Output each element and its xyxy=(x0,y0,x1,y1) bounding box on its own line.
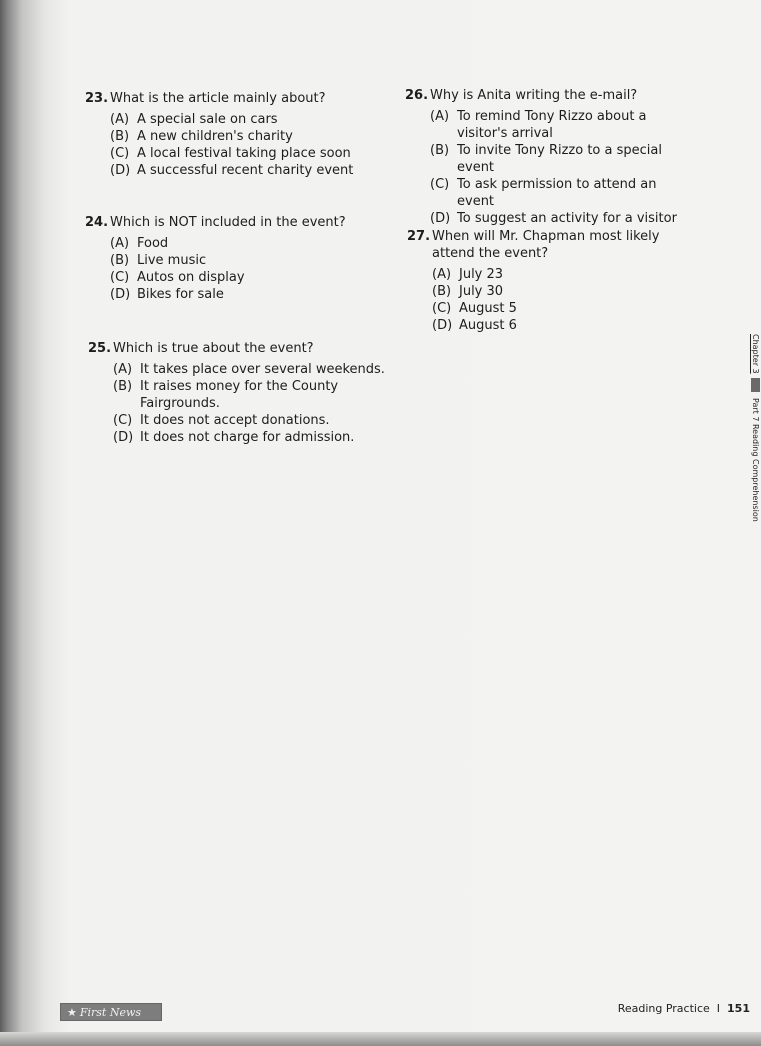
option-text: It does not accept donations. xyxy=(140,413,330,428)
question-stem xyxy=(405,87,695,104)
question-text: Which is true about the event? xyxy=(113,341,314,356)
question-text: What is the article mainly about? xyxy=(110,91,326,106)
page-footer xyxy=(610,1001,750,1017)
answer-option xyxy=(432,300,697,317)
option-letter: (B) xyxy=(430,143,450,158)
question-stem xyxy=(407,228,697,262)
question-27 xyxy=(407,228,697,334)
option-text: Food xyxy=(137,236,169,251)
page-number: 151 xyxy=(727,1002,750,1015)
question-number: 23. xyxy=(85,91,109,106)
option-text: July 30 xyxy=(459,284,504,299)
chapter-side-tab xyxy=(750,334,761,534)
question-stem xyxy=(85,214,385,231)
option-text: It raises money for the County Fairgrounds. xyxy=(140,379,339,411)
option-text: July 23 xyxy=(459,267,504,282)
star-icon: ★ xyxy=(67,1005,77,1019)
option-letter: (A) xyxy=(430,109,450,124)
footer-section-label: Reading Practice xyxy=(617,1002,710,1015)
question-number: 25. xyxy=(88,341,112,356)
option-text: To remind Tony Rizzo about a visitor's arrival xyxy=(457,109,647,141)
question-number: 27. xyxy=(407,229,431,244)
question-stem xyxy=(88,340,388,357)
option-letter: (A) xyxy=(110,112,130,127)
answer-option xyxy=(110,111,385,128)
question-number: 26. xyxy=(405,88,429,103)
option-letter: (C) xyxy=(432,301,452,316)
answer-option xyxy=(110,145,385,162)
question-24 xyxy=(85,214,385,303)
option-letter: (B) xyxy=(110,253,130,268)
side-tab-marker xyxy=(751,378,760,392)
question-26 xyxy=(405,87,695,227)
option-letter: (A) xyxy=(432,267,452,282)
option-letter: (D) xyxy=(430,211,451,226)
option-letter: (D) xyxy=(113,430,134,445)
publisher-logo xyxy=(60,1003,162,1021)
option-text: Autos on display xyxy=(137,270,245,285)
option-letter: (B) xyxy=(110,129,130,144)
question-text: Which is NOT included in the event? xyxy=(110,215,346,230)
option-letter: (B) xyxy=(113,379,133,394)
question-text: When will Mr. Chapman most likely attend the event? xyxy=(432,229,660,261)
option-letter: (D) xyxy=(110,163,131,178)
option-text: A successful recent charity event xyxy=(137,163,354,178)
answer-option xyxy=(110,286,385,303)
answer-option xyxy=(110,162,385,179)
option-text: Live music xyxy=(137,253,207,268)
side-tab-chapter: Chapter 3 xyxy=(751,334,760,374)
option-text: A local festival taking place soon xyxy=(137,146,351,161)
option-text: A special sale on cars xyxy=(137,112,278,127)
question-text: Why is Anita writing the e-mail? xyxy=(430,88,638,103)
answer-option xyxy=(113,378,388,412)
answer-option xyxy=(432,317,697,334)
option-text: August 6 xyxy=(459,318,517,333)
answer-option xyxy=(430,108,695,142)
answer-option xyxy=(113,361,388,378)
answer-option xyxy=(110,252,385,269)
option-letter: (C) xyxy=(110,270,130,285)
option-text: August 5 xyxy=(459,301,517,316)
footer-separator: I xyxy=(716,1002,721,1015)
answer-option xyxy=(432,266,697,283)
option-text: To suggest an activity for a visitor xyxy=(457,211,677,226)
option-text: It does not charge for admission. xyxy=(140,430,355,445)
option-text: To ask permission to attend an event xyxy=(457,177,657,209)
option-text: To invite Tony Rizzo to a special event xyxy=(457,143,662,175)
option-letter: (A) xyxy=(110,236,130,251)
answer-option xyxy=(113,412,388,429)
option-letter: (C) xyxy=(110,146,130,161)
answer-option xyxy=(113,429,388,446)
option-text: Bikes for sale xyxy=(137,287,224,302)
option-letter: (C) xyxy=(430,177,450,192)
page-edge-shadow xyxy=(0,1032,761,1046)
question-number: 24. xyxy=(85,215,109,230)
option-letter: (B) xyxy=(432,284,452,299)
answer-option xyxy=(110,269,385,286)
answer-option xyxy=(110,128,385,145)
option-letter: (D) xyxy=(432,318,453,333)
answer-option xyxy=(432,283,697,300)
answer-option xyxy=(430,210,695,227)
question-25 xyxy=(88,340,388,446)
option-text: It takes place over several weekends. xyxy=(140,362,385,377)
publisher-logo-text: First News xyxy=(79,1005,142,1019)
option-letter: (C) xyxy=(113,413,133,428)
answer-option xyxy=(110,235,385,252)
option-text: A new children's charity xyxy=(137,129,293,144)
answer-option xyxy=(430,142,695,176)
question-stem xyxy=(85,90,385,107)
question-23 xyxy=(85,90,385,179)
option-letter: (D) xyxy=(110,287,131,302)
answer-option xyxy=(430,176,695,210)
side-tab-section: Part 7 Reading Comprehension xyxy=(751,398,760,522)
option-letter: (A) xyxy=(113,362,133,377)
